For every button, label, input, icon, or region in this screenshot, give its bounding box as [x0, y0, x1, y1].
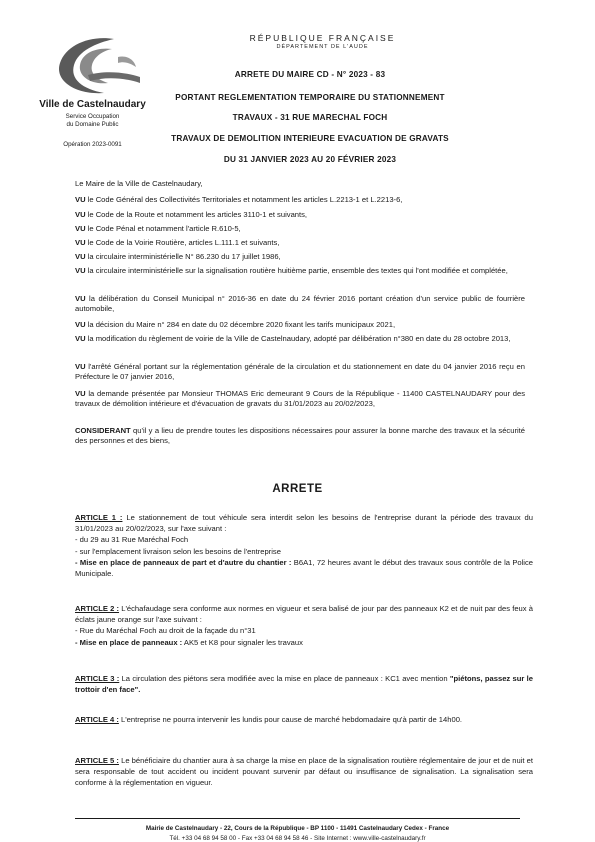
arrete-heading: ARRETE [272, 483, 323, 495]
decree-number: ARRETE DU MAIRE CD - N° 2023 - 83 [234, 70, 386, 79]
footer-contact: Tél. +33 04 68 94 58 00 - Fax +33 04 68 94 58 46 - Site Internet : www.ville-castelnaudary.fr [169, 835, 426, 842]
footer-address: Mairie de Castelnaudary - 22, Cours de la République - BP 1100 - 11491 Castelnaudary Cedex - France [145, 825, 450, 832]
decree-subject: PORTANT REGLEMENTATION TEMPORAIRE DU STATIONNEMENT [175, 93, 445, 102]
footer-divider [75, 818, 520, 819]
vu-item: VU le Code de la Voirie Routière, articles L.111.1 et suivants, [75, 238, 280, 247]
vu-item: VU l'arrêté Général portant sur la réglementation générale de la circulation et du stationnement en date du 04 janvier 2016 reçu en Préfecture le 07 janvier 2016, [75, 362, 525, 382]
vu-item: VU le Code Pénal et notamment l'article R.610-5, [75, 224, 241, 233]
article-2: ARTICLE 2 : L'échafaudage sera conforme aux normes en vigueur et sera balisé de jour par des panneaux K2 et de nuit par des feux à éclats jaune orange sur l'axe suivant : - Rue du Maréchal Foch au droit de la façade du n°31 - Mise en place de panneaux : AK5 et K8 pour signaler les travaux [75, 604, 533, 647]
considerant-item: CONSIDERANT qu'il y a lieu de prendre toutes les dispositions nécessaires pour assurer la bonne marche des travaux et la sécurité des personnes et des biens, [75, 426, 525, 446]
vu-item: VU le Code Général des Collectivités Territoriales et notamment les articles L.2213-1 et L.2213-6, [75, 195, 403, 204]
operation-number: Opération 2023-0091 [63, 141, 122, 148]
republic-header: RÉPUBLIQUE FRANÇAISE [249, 33, 396, 43]
decree-location: TRAVAUX - 31 RUE MARECHAL FOCH [232, 113, 388, 122]
vu-item: VU la circulaire interministérielle N° 86.230 du 17 juillet 1986, [75, 252, 281, 261]
service-name [30, 113, 155, 129]
castelnaudary-logo [52, 35, 152, 97]
vu-item: VU le Code de la Route et notamment les articles 3110-1 et suivants, [75, 210, 308, 219]
article-1: ARTICLE 1 : Le stationnement de tout véhicule sera interdit selon les besoins de l'entreprise durant la période des travaux du 31/01/2023 au 20/02/2023, sur l'axe suivant : - du 29 au 31 Rue Maréchal Foch - sur l'emplacement livraison selon les besoins de l'entreprise - Mise en place de panneaux de part et d'autre du chantier : B6A1, 72 heures avant le début des travaux sous contrôle de la Police Municipale. [75, 513, 534, 579]
department-header: DÉPARTEMENT DE L'AUDE [276, 44, 369, 50]
vu-item: VU la modification du règlement de voirie de la Ville de Castelnaudary, adopté par délibération n°380 en date du 28 octobre 2013, [75, 334, 511, 343]
vu-item: VU la demande présentée par Monsieur THOMAS Eric demeurant 9 Cours de la République - 11400 CASTELNAUDARY pour des travaux de démolition intérieure et d'évacuation de gravats du 31/01/2023 au 20/02/2023, [75, 389, 525, 409]
decree-works: TRAVAUX DE DEMOLITION INTERIEURE EVACUATION DE GRAVATS [171, 134, 449, 143]
decree-dates: DU 31 JANVIER 2023 AU 20 FÉVRIER 2023 [223, 155, 397, 164]
vu-item: VU la décision du Maire n° 284 en date du 02 décembre 2020 fixant les tarifs municipaux 2021, [75, 320, 396, 329]
vu-item: VU la délibération du Conseil Municipal n° 2016-36 en date du 24 février 2016 portant création d'un service public de fourrière automobile, [75, 294, 525, 314]
mayor-intro: Le Maire de la Ville de Castelnaudary, [75, 179, 203, 188]
article-4: ARTICLE 4 : L'entreprise ne pourra intervenir les lundis pour cause de marché hebdomadaire qu'à partir de 14h00. [75, 715, 463, 724]
service-line-1: Service Occupation [65, 113, 120, 120]
vu-item: VU la circulaire interministérielle sur la signalisation routière huitième partie, ensemble des textes qui l'ont modifiée et complétée, [75, 266, 508, 275]
service-line-2: du Domaine Public [66, 121, 119, 128]
article-3: ARTICLE 3 : La circulation des piétons sera modifiée avec la mise en place de panneaux : KC1 avec mention "piétons, passez sur le trottoir d'en face". [75, 674, 533, 695]
city-name: Ville de Castelnaudary [39, 99, 146, 110]
article-5: ARTICLE 5 : Le bénéficiaire du chantier aura à sa charge la mise en place de la signalisation routière réglementaire de jour et de nuit et sera responsable de tout accident ou incident pouvant survenir par défaut ou insuffisance de signalisation. La signalisation sera conforme à la réglementation en vigueur. [75, 756, 533, 788]
